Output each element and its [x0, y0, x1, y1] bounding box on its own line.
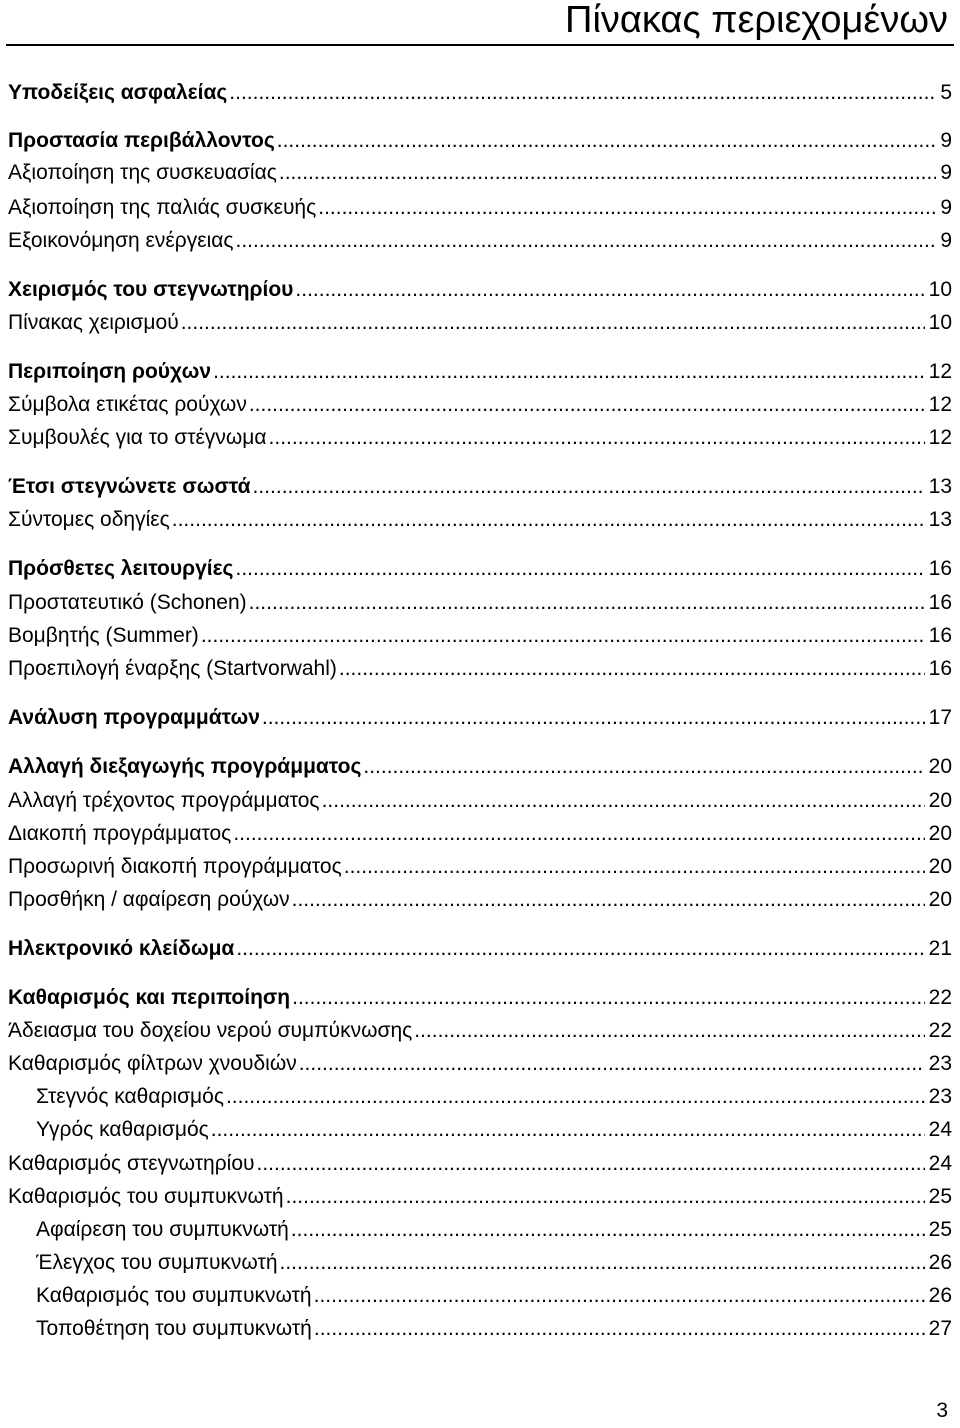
toc-entry-page: 20	[928, 855, 952, 878]
toc-entry-page: 13	[928, 508, 952, 531]
toc-entry-label: Καθαρισμός στεγνωτηρίου	[8, 1152, 255, 1175]
toc-entry[interactable]	[8, 1016, 952, 1046]
toc-entry-page: 26	[928, 1251, 952, 1274]
toc-entry[interactable]	[8, 1049, 952, 1079]
toc-dot-leader	[262, 703, 925, 733]
toc-entry-page: 20	[928, 789, 952, 812]
toc-entry[interactable]	[8, 885, 952, 915]
toc-entry-label: Αξιοποίηση της συσκευασίας	[8, 161, 277, 184]
toc-entry[interactable]	[36, 1314, 952, 1344]
toc-entry-page: 16	[928, 591, 952, 614]
toc-entry-label: Έλεγχος του συμπυκνωτή	[36, 1251, 278, 1274]
toc-entry[interactable]	[8, 852, 952, 882]
toc-entry[interactable]	[8, 786, 952, 816]
toc-dot-leader	[235, 554, 924, 584]
toc-entry-label: Βομβητής (Summer)	[8, 624, 199, 647]
toc-dot-leader	[211, 1115, 925, 1145]
toc-entry-page: 16	[928, 657, 952, 680]
toc-entry-page: 9	[940, 196, 952, 219]
toc-dot-leader	[256, 1149, 924, 1179]
toc-entry[interactable]	[8, 193, 952, 223]
toc-entry-page: 21	[928, 937, 952, 960]
toc-entry-label: Χειρισμός του στεγνωτηρίου	[8, 278, 294, 301]
toc-entry-label: Αξιοποίηση της παλιάς συσκευής	[8, 196, 317, 219]
toc-entry[interactable]	[8, 983, 952, 1013]
toc-entry[interactable]	[8, 752, 952, 782]
toc-entry[interactable]	[8, 654, 952, 684]
toc-dot-leader	[201, 621, 925, 651]
toc-entry[interactable]	[36, 1115, 952, 1145]
toc-entry-label: Αφαίρεση του συμπυκνωτή	[36, 1218, 289, 1241]
toc-entry-label: Καθαρισμός του συμπυκνωτή	[8, 1185, 284, 1208]
toc-entry[interactable]	[8, 934, 952, 964]
toc-dot-leader	[229, 78, 936, 108]
toc-entry-page: 26	[928, 1284, 952, 1307]
toc-entry-page: 20	[928, 888, 952, 911]
toc-entry-page: 12	[928, 426, 952, 449]
toc-entry-label: Αλλαγή διεξαγωγής προγράμματος	[8, 755, 362, 778]
toc-entry-label: Πίνακας χειρισμού	[8, 311, 179, 334]
toc-dot-leader	[291, 1215, 925, 1245]
toc-entry-page: 12	[928, 393, 952, 416]
toc-dot-leader	[233, 819, 924, 849]
toc-dot-leader	[295, 275, 924, 305]
toc-entry-label: Πρόσθετες λειτουργίες	[8, 557, 234, 580]
toc-entry[interactable]	[8, 126, 952, 156]
toc-entry[interactable]	[8, 554, 952, 584]
toc-dot-leader	[414, 1016, 924, 1046]
toc-dot-leader	[286, 1182, 925, 1212]
toc-entry-page: 13	[928, 475, 952, 498]
toc-entry-label: Διακοπή προγράμματος	[8, 822, 232, 845]
toc-entry-page: 9	[940, 129, 952, 152]
toc-entry-page: 5	[940, 81, 952, 104]
toc-entry-page: 9	[940, 161, 952, 184]
toc-entry-label: Άδειασμα του δοχείου νερού συμπύκνωσης	[8, 1019, 413, 1042]
toc-entry-page: 27	[928, 1317, 952, 1340]
toc-dot-leader	[226, 1082, 925, 1112]
toc-entry-label: Υγρός καθαρισμός	[36, 1118, 209, 1141]
toc-dot-leader	[236, 226, 937, 256]
toc-entry-page: 22	[928, 1019, 952, 1042]
toc-dot-leader	[181, 308, 925, 338]
toc-entry-label: Προσθήκη / αφαίρεση ρούχων	[8, 888, 290, 911]
toc-entry[interactable]	[36, 1082, 952, 1112]
toc-entry[interactable]	[36, 1281, 952, 1311]
toc-dot-leader	[269, 423, 925, 453]
toc-entry[interactable]	[8, 588, 952, 618]
toc-dot-leader	[236, 934, 924, 964]
toc-dot-leader	[322, 786, 925, 816]
toc-entry-label: Καθαρισμός φίλτρων χνουδιών	[8, 1052, 297, 1075]
toc-entry-label: Στεγνός καθαρισμός	[36, 1085, 224, 1108]
toc-dot-leader	[363, 752, 924, 782]
toc-dot-leader	[213, 357, 925, 387]
toc-entry[interactable]	[8, 1149, 952, 1179]
toc-entry[interactable]	[8, 308, 952, 338]
toc-entry-label: Σύντομες οδηγίες	[8, 508, 170, 531]
toc-dot-leader	[253, 472, 925, 502]
toc-entry[interactable]	[8, 472, 952, 502]
toc-entry-page: 23	[928, 1052, 952, 1075]
toc-entry[interactable]	[8, 275, 952, 305]
toc-entry-label: Προστατευτικό (Schonen)	[8, 591, 247, 614]
toc-entry[interactable]	[8, 357, 952, 387]
toc-dot-leader	[249, 588, 925, 618]
toc-entry-label: Προεπιλογή έναρξης (Startvorwahl)	[8, 657, 337, 680]
toc-entry-page: 25	[928, 1185, 952, 1208]
toc-entry[interactable]	[8, 390, 952, 420]
toc-entry[interactable]	[36, 1248, 952, 1278]
toc-dot-leader	[280, 1248, 925, 1278]
toc-entry-page: 25	[928, 1218, 952, 1241]
toc-entry-label: Αλλαγή τρέχοντος προγράμματος	[8, 789, 320, 812]
toc-entry-page: 24	[928, 1118, 952, 1141]
page-number: 3	[936, 1399, 948, 1422]
toc-entry-label: Καθαρισμός και περιποίηση	[8, 986, 291, 1009]
toc-entry-label: Περιποίηση ρούχων	[8, 360, 212, 383]
toc-entry[interactable]	[8, 819, 952, 849]
toc-entry-label: Προστασία περιβάλλοντος	[8, 129, 275, 152]
toc-entry-page: 10	[928, 311, 952, 334]
toc-entry-page: 23	[928, 1085, 952, 1108]
toc-dot-leader	[277, 126, 937, 156]
toc-entry[interactable]	[8, 423, 952, 453]
toc-entry-label: Συμβουλές για το στέγνωμα	[8, 426, 267, 449]
toc-entry[interactable]	[36, 1215, 952, 1245]
toc-entry-page: 9	[940, 229, 952, 252]
toc-entry-label: Σύμβολα ετικέτας ρούχων	[8, 393, 247, 416]
toc-entry-label: Ανάλυση προγραμμάτων	[8, 706, 260, 729]
toc-entry-page: 22	[928, 986, 952, 1009]
toc-entry[interactable]	[8, 505, 952, 535]
toc-entry-label: Έτσι στεγνώνετε σωστά	[8, 475, 251, 498]
toc-dot-leader	[292, 983, 925, 1013]
toc-entry-page: 10	[928, 278, 952, 301]
toc-entry-label: Υποδείξεις ασφαλείας	[8, 81, 228, 104]
toc-dot-leader	[249, 390, 925, 420]
toc-entry-label: Ηλεκτρονικό κλείδωμα	[8, 937, 235, 960]
toc-dot-leader	[318, 193, 936, 223]
toc-entry-label: Εξοικονόμηση ενέργειας	[8, 229, 234, 252]
toc-entry[interactable]	[8, 1182, 952, 1212]
toc-entry-page: 16	[928, 557, 952, 580]
toc-entry-page: 20	[928, 755, 952, 778]
toc-dot-leader	[344, 852, 925, 882]
toc-entry-label: Προσωρινή διακοπή προγράμματος	[8, 855, 342, 878]
toc-entry-label: Τοποθέτηση του συμπυκνωτή	[36, 1317, 312, 1340]
toc-entry[interactable]	[8, 703, 952, 733]
toc-dot-leader	[314, 1314, 925, 1344]
toc-dot-leader	[172, 505, 925, 535]
toc-entry-label: Καθαρισμός του συμπυκνωτή	[36, 1284, 312, 1307]
toc-entry-page: 16	[928, 624, 952, 647]
toc-entry-page: 24	[928, 1152, 952, 1175]
toc-dot-leader	[339, 654, 925, 684]
toc-entry[interactable]	[8, 621, 952, 651]
toc-dot-leader	[299, 1049, 925, 1079]
toc-dot-leader	[314, 1281, 925, 1311]
toc-dot-leader	[292, 885, 925, 915]
page-title: Πίνακας περιεχομένων	[565, 0, 948, 41]
toc-entry-page: 20	[928, 822, 952, 845]
toc-dot-leader	[279, 158, 936, 188]
toc-entry[interactable]	[8, 78, 952, 108]
toc-entry-page: 17	[928, 706, 952, 729]
toc-entry-page: 12	[928, 360, 952, 383]
toc-entry[interactable]	[8, 226, 952, 256]
toc-entry[interactable]	[8, 158, 952, 188]
